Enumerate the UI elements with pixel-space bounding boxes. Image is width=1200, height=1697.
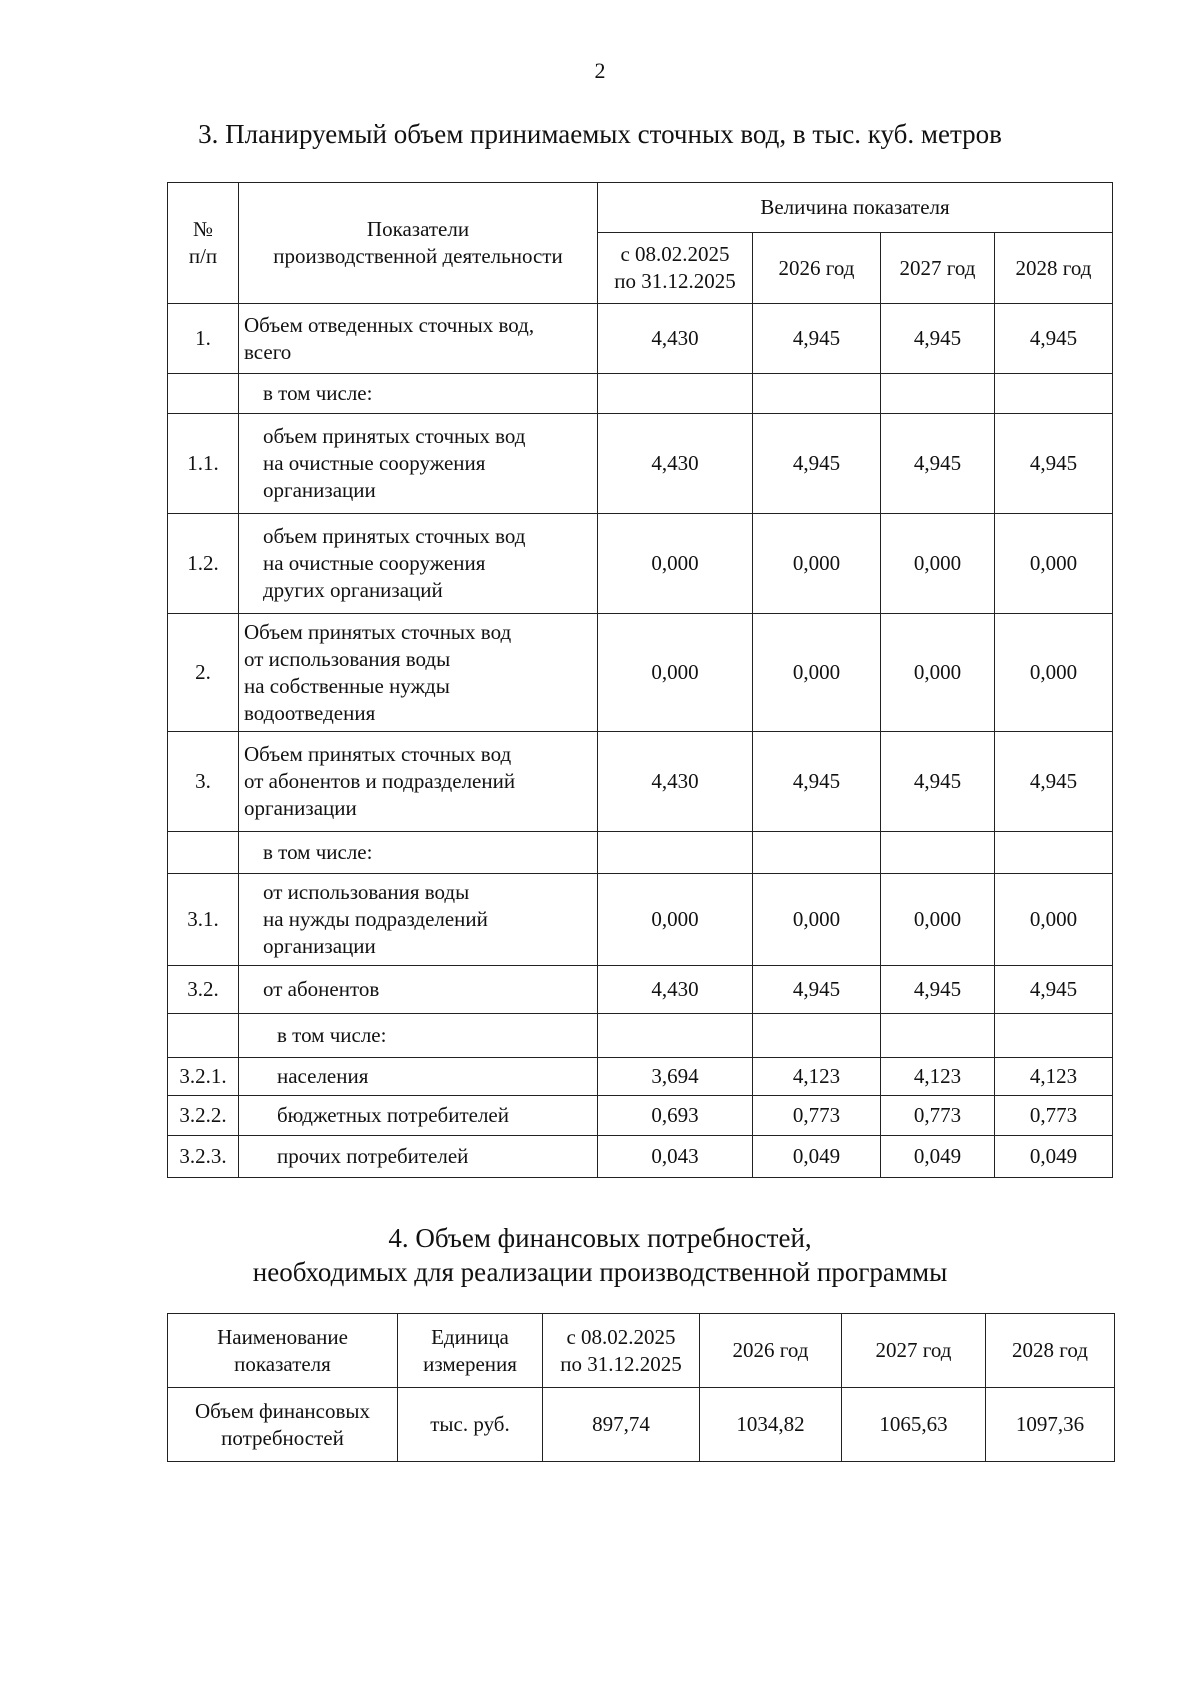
row-value-4: 4,945 xyxy=(995,966,1113,1014)
section-4-title: 4. Объем финансовых потребностей, необходимых для реализации производственной программы xyxy=(252,1223,948,1287)
fin-row-value-4: 1097,36 xyxy=(986,1388,1115,1462)
row-value-1: 0,693 xyxy=(598,1096,753,1136)
row-value-1 xyxy=(598,832,753,874)
table-row xyxy=(168,832,1113,874)
row-value-4: 0,049 xyxy=(995,1136,1113,1178)
fin-header-period-1: с 08.02.2025 по 31.12.2025 xyxy=(543,1314,700,1388)
table-row xyxy=(168,732,1113,832)
row-value-3 xyxy=(881,832,995,874)
row-number: 1.1. xyxy=(168,414,239,514)
row-value-1: 4,430 xyxy=(598,414,753,514)
row-value-4 xyxy=(995,832,1113,874)
row-number xyxy=(168,832,239,874)
fin-row-value-2: 1034,82 xyxy=(700,1388,842,1462)
row-value-4: 0,000 xyxy=(995,514,1113,614)
row-label: населения xyxy=(239,1058,598,1096)
row-value-3: 4,123 xyxy=(881,1058,995,1096)
row-label: в том числе: xyxy=(239,1014,598,1058)
row-value-2: 4,945 xyxy=(753,966,881,1014)
row-number xyxy=(168,374,239,414)
fin-header-name: Наименование показателя xyxy=(168,1314,398,1388)
row-value-2 xyxy=(753,374,881,414)
header-period-4: 2028 год xyxy=(995,233,1113,304)
fin-row-name: Объем финансовых потребностей xyxy=(168,1388,398,1462)
row-number: 1. xyxy=(168,304,239,374)
table-row xyxy=(168,514,1113,614)
financial-needs-table xyxy=(167,1313,1115,1462)
table-row xyxy=(168,1096,1113,1136)
row-number: 3.1. xyxy=(168,874,239,966)
row-value-1: 0,000 xyxy=(598,874,753,966)
header-value-group: Величина показателя xyxy=(598,183,1113,233)
row-label: Объем принятых сточных вод от абонентов и подразделений организации xyxy=(239,732,598,832)
header-indicator: Показатели производственной деятельности xyxy=(239,183,598,304)
row-value-2: 0,773 xyxy=(753,1096,881,1136)
row-number: 3. xyxy=(168,732,239,832)
row-value-1: 0,000 xyxy=(598,514,753,614)
table-row xyxy=(168,414,1113,514)
row-number: 2. xyxy=(168,614,239,732)
table-row xyxy=(168,874,1113,966)
row-label: объем принятых сточных вод на очистные сооружения других организаций xyxy=(239,514,598,614)
row-label: объем принятых сточных вод на очистные сооружения организации xyxy=(239,414,598,514)
row-value-1: 0,043 xyxy=(598,1136,753,1178)
row-label: прочих потребителей xyxy=(239,1136,598,1178)
row-value-3: 0,049 xyxy=(881,1136,995,1178)
row-value-2: 0,000 xyxy=(753,614,881,732)
row-number xyxy=(168,1014,239,1058)
row-value-2: 0,049 xyxy=(753,1136,881,1178)
row-value-2: 0,000 xyxy=(753,874,881,966)
fin-header-period-4: 2028 год xyxy=(986,1314,1115,1388)
row-label: от абонентов xyxy=(239,966,598,1014)
financial-data-row xyxy=(168,1388,1115,1462)
row-number: 3.2. xyxy=(168,966,239,1014)
fin-header-period-2: 2026 год xyxy=(700,1314,842,1388)
row-label: Объем принятых сточных вод от использования воды на собственные нужды водоотведения xyxy=(239,614,598,732)
row-value-4: 0,000 xyxy=(995,874,1113,966)
fin-row-value-1: 897,74 xyxy=(543,1388,700,1462)
fin-header-period-3: 2027 год xyxy=(842,1314,986,1388)
financial-header-row xyxy=(168,1314,1115,1388)
table-row xyxy=(168,614,1113,732)
row-value-1: 0,000 xyxy=(598,614,753,732)
row-value-4: 4,945 xyxy=(995,732,1113,832)
row-value-3: 4,945 xyxy=(881,304,995,374)
row-value-4 xyxy=(995,1014,1113,1058)
row-value-4: 4,123 xyxy=(995,1058,1113,1096)
row-label: Объем отведенных сточных вод, всего xyxy=(239,304,598,374)
row-number: 3.2.3. xyxy=(168,1136,239,1178)
header-period-2: 2026 год xyxy=(753,233,881,304)
row-value-1: 4,430 xyxy=(598,304,753,374)
row-value-3: 4,945 xyxy=(881,732,995,832)
row-label: бюджетных потребителей xyxy=(239,1096,598,1136)
header-num: № п/п xyxy=(168,183,239,304)
row-value-2: 4,123 xyxy=(753,1058,881,1096)
row-value-4 xyxy=(995,374,1113,414)
row-label: в том числе: xyxy=(239,832,598,874)
fin-row-unit: тыс. руб. xyxy=(398,1388,543,1462)
row-value-1: 3,694 xyxy=(598,1058,753,1096)
row-value-4: 0,773 xyxy=(995,1096,1113,1136)
row-number: 3.2.2. xyxy=(168,1096,239,1136)
table-row xyxy=(168,374,1113,414)
row-value-2: 4,945 xyxy=(753,732,881,832)
row-value-4: 4,945 xyxy=(995,414,1113,514)
row-value-2: 4,945 xyxy=(753,414,881,514)
row-value-2 xyxy=(753,1014,881,1058)
row-value-3: 4,945 xyxy=(881,414,995,514)
table-row xyxy=(168,966,1113,1014)
table-row xyxy=(168,304,1113,374)
row-value-1: 4,430 xyxy=(598,732,753,832)
row-value-2 xyxy=(753,832,881,874)
section-3-title: 3. Планируемый объем принимаемых сточных вод, в тыс. куб. метров xyxy=(198,119,1002,149)
table-row xyxy=(168,1014,1113,1058)
row-value-2: 0,000 xyxy=(753,514,881,614)
row-value-4: 4,945 xyxy=(995,304,1113,374)
table-row xyxy=(168,1058,1113,1096)
table-row xyxy=(168,1136,1113,1178)
row-value-1 xyxy=(598,374,753,414)
row-value-3: 4,945 xyxy=(881,966,995,1014)
row-value-1 xyxy=(598,1014,753,1058)
header-period-3: 2027 год xyxy=(881,233,995,304)
fin-row-value-3: 1065,63 xyxy=(842,1388,986,1462)
row-value-3 xyxy=(881,1014,995,1058)
row-value-3: 0,000 xyxy=(881,514,995,614)
row-label: в том числе: xyxy=(239,374,598,414)
row-number: 3.2.1. xyxy=(168,1058,239,1096)
row-value-4: 0,000 xyxy=(995,614,1113,732)
wastewater-table-body xyxy=(168,304,1113,1178)
row-value-2: 4,945 xyxy=(753,304,881,374)
row-value-1: 4,430 xyxy=(598,966,753,1014)
header-period-1: с 08.02.2025 по 31.12.2025 xyxy=(598,233,753,304)
row-value-3: 0,773 xyxy=(881,1096,995,1136)
row-label: от использования воды на нужды подразделений организации xyxy=(239,874,598,966)
wastewater-volume-table xyxy=(167,182,1113,1178)
row-value-3: 0,000 xyxy=(881,874,995,966)
fin-header-unit: Единица измерения xyxy=(398,1314,543,1388)
row-value-3 xyxy=(881,374,995,414)
page-number: 2 xyxy=(594,58,606,83)
row-value-3: 0,000 xyxy=(881,614,995,732)
row-number: 1.2. xyxy=(168,514,239,614)
